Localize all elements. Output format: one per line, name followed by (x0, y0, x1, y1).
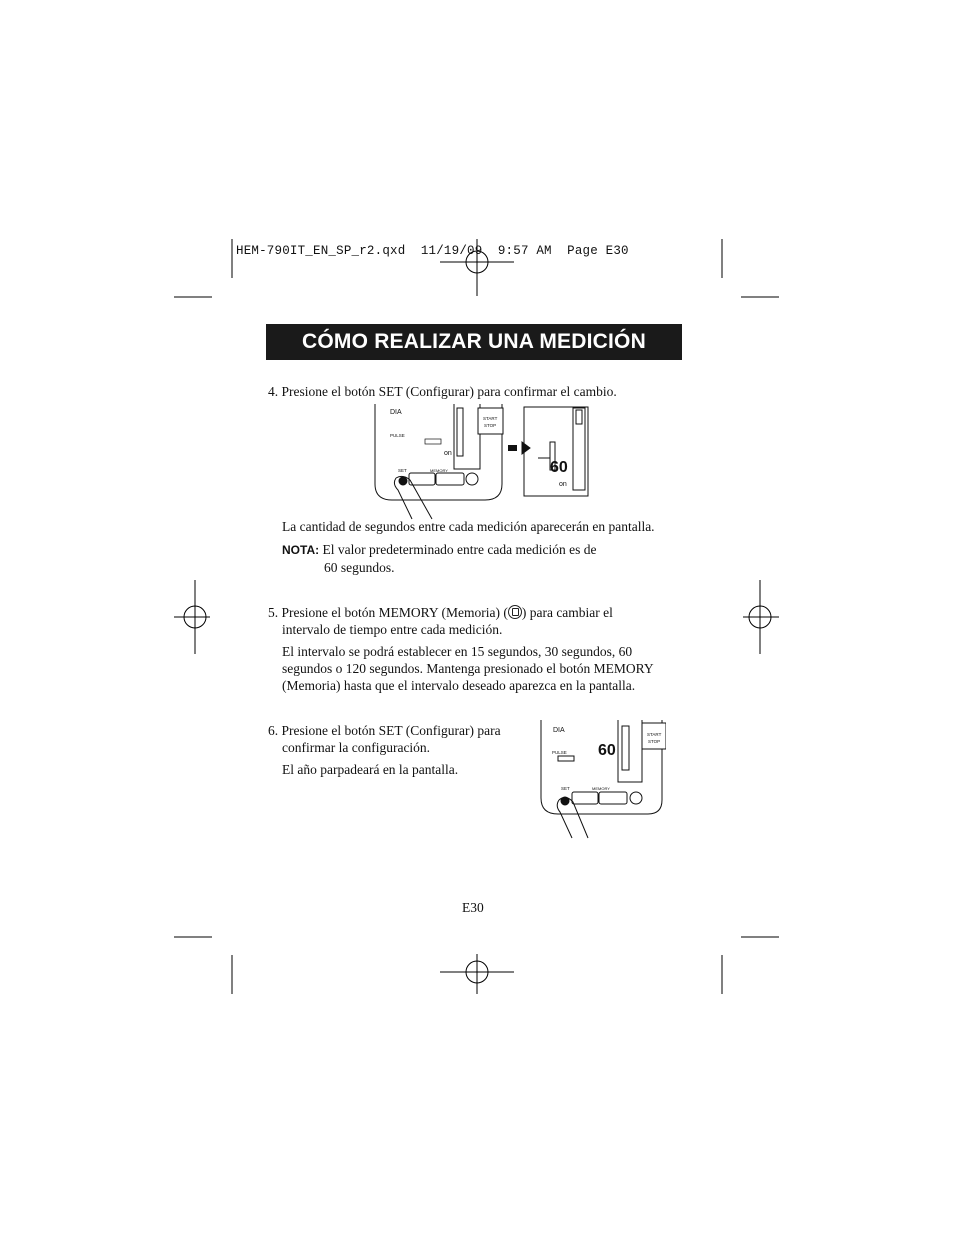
file-slug: HEM-790IT_EN_SP_r2.qxd 11/19/09 9:57 AM Page E30 (236, 244, 629, 258)
step-6-illustration (538, 720, 666, 840)
on-label: on (444, 450, 452, 457)
step-4-illustration (370, 404, 592, 522)
memory-label: MEMORY (430, 468, 448, 473)
display-value: 60 (550, 459, 568, 476)
nota-label: NOTA: (282, 543, 320, 557)
set-label: SET (398, 468, 407, 473)
step-5-line1 (268, 604, 613, 622)
memory-button-icon (508, 605, 522, 619)
nota-line1: El valor predeterminado entre cada medición es de (322, 542, 597, 557)
nota-line2: 60 segundos. (324, 560, 395, 575)
set-label-2: SET (561, 786, 570, 791)
step-4-after: La cantidad de segundos entre cada medición aparecerán en pantalla. (282, 519, 655, 534)
display-on-label: on (559, 481, 567, 488)
step-4-text: 4. Presione el botón SET (Configurar) para confirmar el cambio. (268, 384, 617, 399)
stop-label-2: STOP (648, 739, 661, 744)
step-5-p2-line2: segundos o 120 segundos. Mantenga presionado el botón MEMORY (282, 661, 654, 676)
step-5-text-a: 5. Presione el botón MEMORY (Memoria) ( (268, 605, 508, 620)
nota-block (282, 541, 597, 560)
step-5-p2-line1: El intervalo se podrá establecer en 15 segundos, 30 segundos, 60 (282, 644, 633, 659)
step-5-line2: intervalo de tiempo entre cada medición. (282, 622, 503, 637)
step-6-line2: confirmar la configuración. (282, 740, 431, 755)
start-label: START (483, 416, 498, 421)
step-6-line1: 6. Presione el botón SET (Configurar) para (268, 723, 501, 738)
dia-label: DIA (390, 409, 402, 416)
memory-label-2: MEMORY (592, 786, 610, 791)
page-number: E30 (462, 900, 484, 915)
dia-label-2: DIA (553, 727, 565, 734)
start-label-2: START (647, 732, 662, 737)
step-5-text-b: ) para cambiar el (521, 605, 613, 620)
step-5-p2-line3: (Memoria) hasta que el intervalo deseado aparezca en la pantalla. (282, 678, 636, 693)
step-6-p2: El año parpadeará en la pantalla. (282, 762, 459, 777)
display-value-2: 60 (598, 742, 616, 759)
page-title: CÓMO REALIZAR UNA MEDICIÓN (266, 324, 682, 360)
pulse-label: PULSE (390, 433, 405, 438)
stop-label: STOP (484, 423, 497, 428)
pulse-label-2: PULSE (552, 750, 567, 755)
